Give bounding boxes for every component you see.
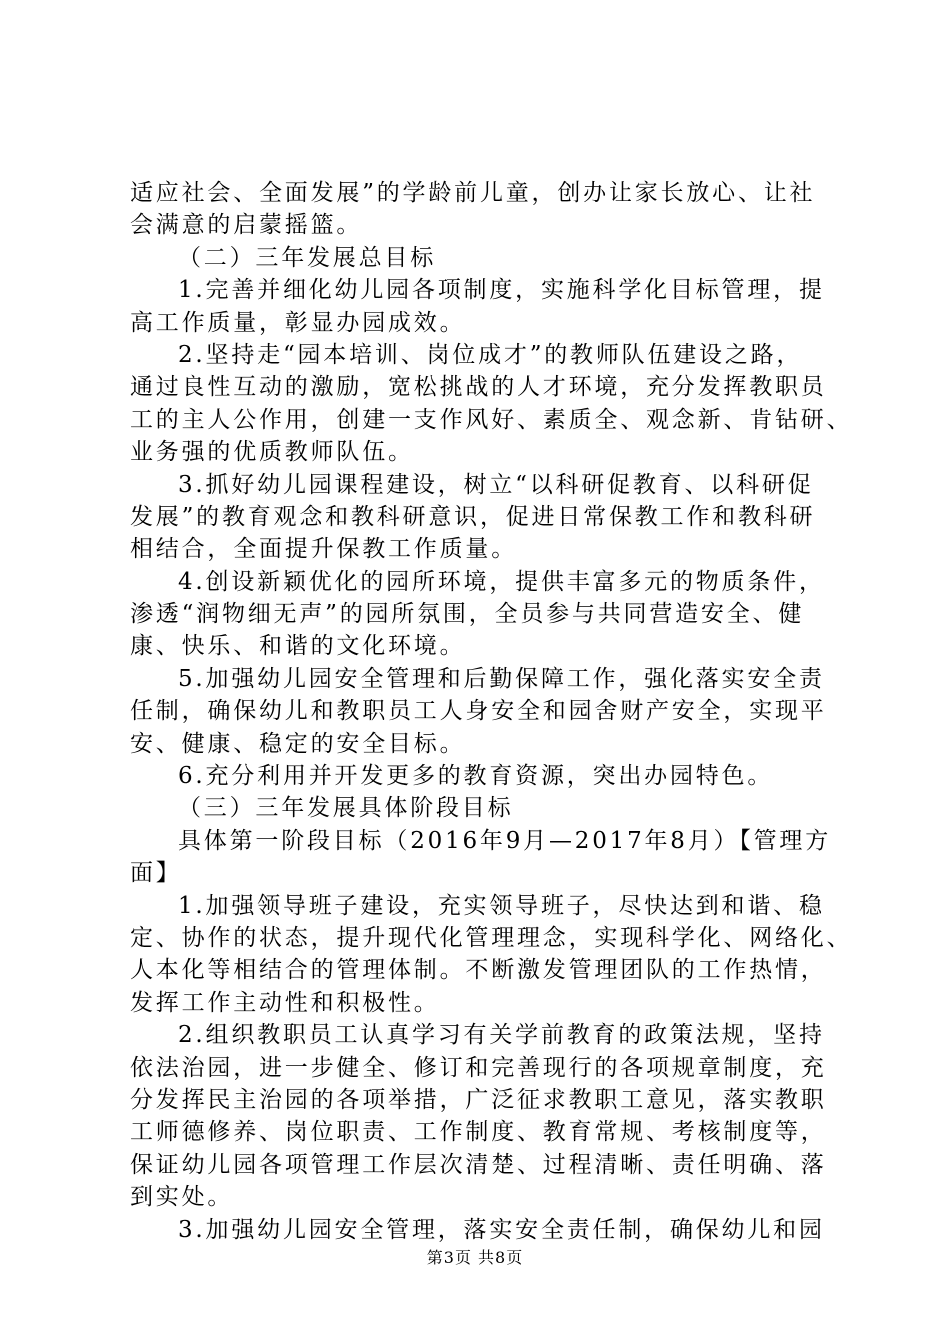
text-line: 面】 <box>130 860 182 887</box>
text-line: 人本化等相结合的管理体制。不断激发管理团队的工作热情， <box>130 957 827 984</box>
text-line: 发挥工作主动性和积极性。 <box>130 989 440 1016</box>
text-line: 2.组织教职员工认真学习有关学前教育的政策法规，坚持 <box>178 1022 825 1049</box>
text-line: 依法治园，进一步健全、修订和完善现行的各项规章制度，充 <box>130 1054 827 1081</box>
text-line: 康、快乐、和谐的文化环境。 <box>130 633 466 660</box>
text-line: 工的主人公作用，创建一支作风好、素质全、观念新、肯钻研、 <box>130 406 853 433</box>
text-line: 到实处。 <box>130 1184 234 1211</box>
text-line: 3.加强幼儿园安全管理，落实安全责任制，确保幼儿和园 <box>178 1216 825 1243</box>
text-line: 发展”的教育观念和教科研意识，促进日常保教工作和教科研 <box>130 503 816 530</box>
text-line: 保证幼儿园各项管理工作层次清楚、过程清晰、责任明确、落 <box>130 1151 827 1178</box>
text-line: 工师德修养、岗位职责、工作制度、教育常规、考核制度等， <box>130 1119 827 1146</box>
section-heading: （三）三年发展具体阶段目标 <box>178 795 514 822</box>
text-line: 高工作质量，彰显办园成效。 <box>130 309 466 336</box>
text-line: 分发挥民主治园的各项举措，广泛征求教职工意见，落实教职 <box>130 1086 827 1113</box>
text-line: 具体第一阶段目标（2016年9月—2017年8月）【管理方 <box>178 827 832 854</box>
text-line: 适应社会、全面发展”的学龄前儿童，创办让家长放心、让社 <box>130 180 816 206</box>
text-line: 1.加强领导班子建设，充实领导班子，尽快达到和谐、稳 <box>178 892 825 919</box>
section-heading: （二）三年发展总目标 <box>178 244 436 271</box>
text-line: 2.坚持走“园本培训、岗位成才”的教师队伍建设之路， <box>178 341 803 368</box>
text-line: 安、健康、稳定的安全目标。 <box>130 730 466 757</box>
document-body <box>130 177 853 1246</box>
text-line: 通过良性互动的激励，宽松挑战的人才环境，充分发挥教职员 <box>130 374 827 401</box>
text-line: 1.完善并细化幼儿园各项制度，实施科学化目标管理，提 <box>178 277 825 304</box>
text-line: 6.充分利用并开发更多的教育资源，突出办园特色。 <box>178 763 774 790</box>
text-line: 3.抓好幼儿园课程建设，树立“以科研促教育、以科研促 <box>178 471 814 498</box>
text-line: 任制，确保幼儿和教职员工人身安全和园舍财产安全，实现平 <box>130 698 827 725</box>
text-line: 定、协作的状态，提升现代化管理理念，实现科学化、网络化、 <box>130 924 853 951</box>
page-footer: 第3页 共8页 <box>426 1248 524 1267</box>
text-line: 5.加强幼儿园安全管理和后勤保障工作，强化落实安全责 <box>178 665 825 692</box>
text-line: 渗透“润物细无声”的园所氛围，全员参与共同营造安全、健 <box>130 601 805 628</box>
text-line: 会满意的启蒙摇篮。 <box>130 212 363 239</box>
text-line: 4.创设新颖优化的园所环境，提供丰富多元的物质条件， <box>178 568 825 595</box>
text-line: 业务强的优质教师队伍。 <box>130 439 414 466</box>
text-line: 相结合，全面提升保教工作质量。 <box>130 536 517 563</box>
